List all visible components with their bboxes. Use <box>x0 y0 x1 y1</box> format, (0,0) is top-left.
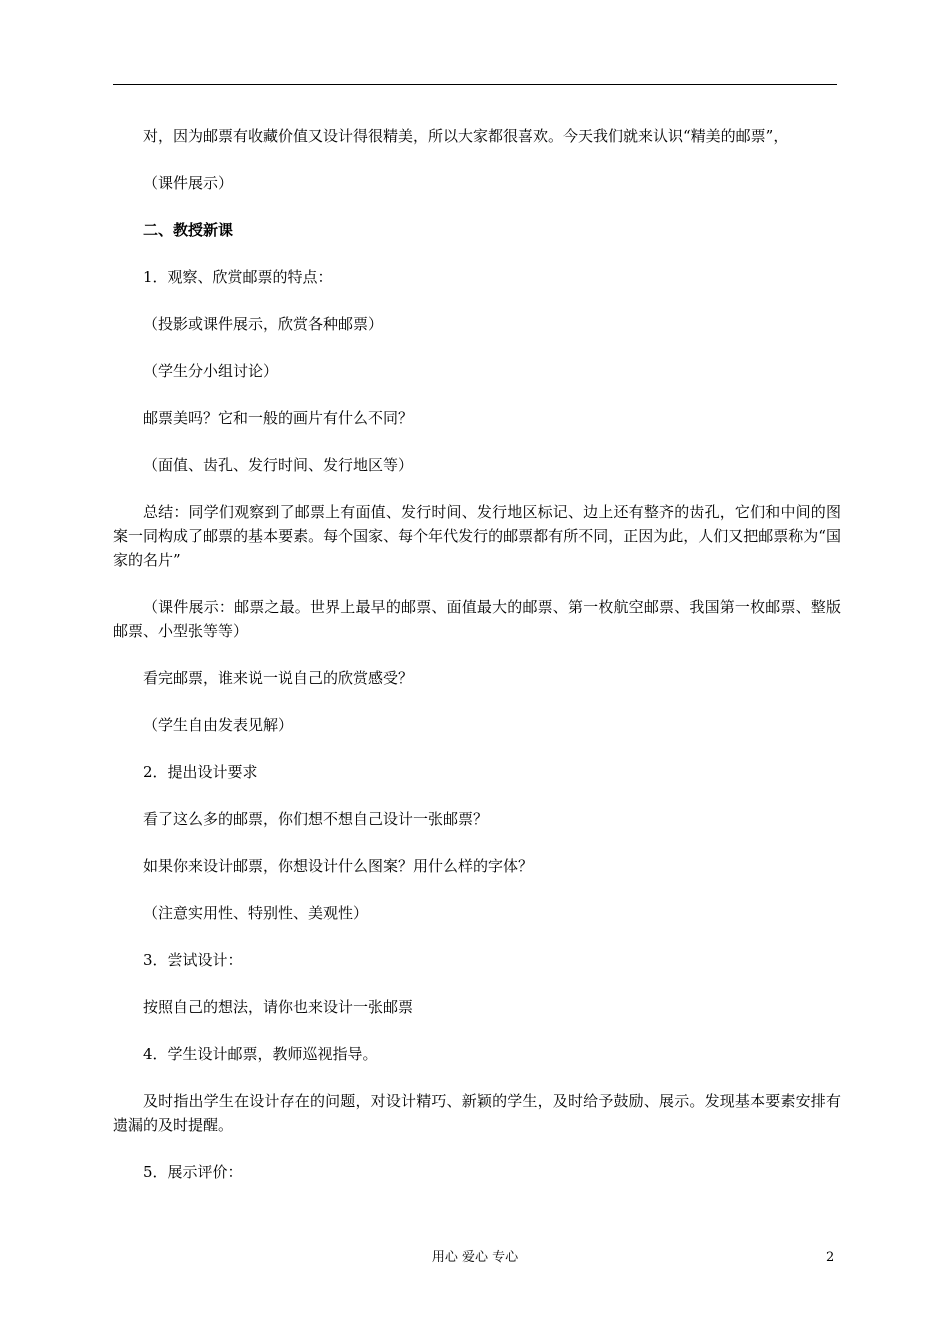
paragraph-summary: 总结：同学们观察到了邮票上有面值、发行时间、发行地区标记、边上还有整齐的齿孔，它们和中间的图案一同构成了邮票的基本要素。每个国家、每个年代发行的邮票都有所不同，正因为此，人们又把邮票称为“国家的名片” <box>113 503 841 569</box>
paragraph-design-wish: 看了这么多的邮票，你们想不想自己设计一张邮票？ <box>143 810 489 828</box>
section-heading: 二、教授新课 <box>143 221 234 239</box>
paragraph-courseware-records: （课件展示：邮票之最。世界上最早的邮票、面值最大的邮票、第一枚航空邮票、我国第一枚邮票、整版邮票、小型张等等） <box>113 598 841 640</box>
paragraph-courseware-1: （课件展示） <box>143 174 234 192</box>
step-5-heading: 5．展示评价： <box>143 1163 243 1181</box>
paragraph-projection: （投影或课件展示，欣赏各种邮票） <box>143 315 384 333</box>
paragraph-try-design: 按照自己的想法，请你也来设计一张邮票 <box>143 998 414 1016</box>
paragraph-feelings-question: 看完邮票，谁来说一说自己的欣赏感受？ <box>143 669 414 687</box>
paragraph-group-discussion: （学生分小组讨论） <box>143 362 279 380</box>
step-1-heading: 1．观察、欣赏邮票的特点： <box>143 268 333 286</box>
paragraph-elements: （面值、齿孔、发行时间、发行地区等） <box>143 456 414 474</box>
paragraph-free-opinion: （学生自由发表见解） <box>143 716 294 734</box>
paragraph-design-notes: （注意实用性、特别性、美观性） <box>143 904 369 922</box>
paragraph-design-question: 如果你来设计邮票，你想设计什么图案？用什么样的字体？ <box>143 857 534 875</box>
document-body <box>113 124 841 1184</box>
paragraph-intro: 对，因为邮票有收藏价值又设计得很精美，所以大家都很喜欢。今天我们就来认识“精美的邮票”， <box>143 127 789 145</box>
footer-motto: 用心 爱心 专心 <box>431 1250 519 1265</box>
paragraph-guidance: 及时指出学生在设计存在的问题，对设计精巧、新颖的学生，及时给予鼓励、展示。发现基本要素安排有遗漏的及时提醒。 <box>113 1092 841 1134</box>
header-rule <box>113 84 837 85</box>
page-number: 2 <box>826 1250 835 1265</box>
step-2-heading: 2．提出设计要求 <box>143 763 258 781</box>
paragraph-question-beauty: 邮票美吗？它和一般的画片有什么不同？ <box>143 409 414 427</box>
step-3-heading: 3．尝试设计： <box>143 951 243 969</box>
step-4-heading: 4．学生设计邮票，教师巡视指导。 <box>143 1045 378 1063</box>
